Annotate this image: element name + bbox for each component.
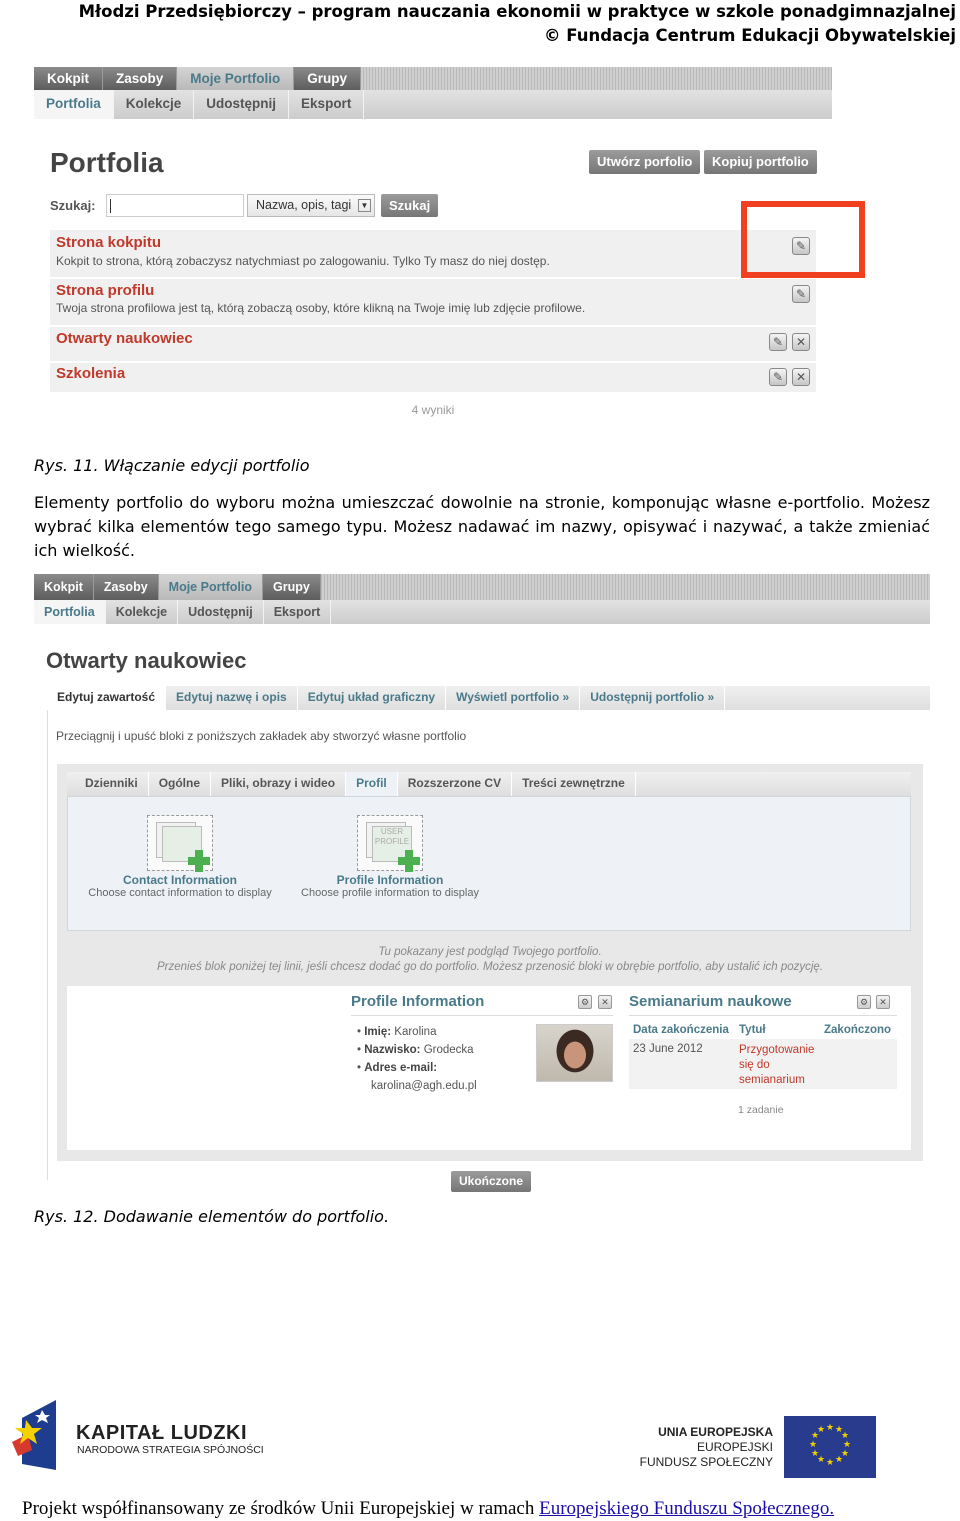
block-title: Contact Information bbox=[123, 873, 237, 887]
avatar bbox=[536, 1024, 613, 1082]
portfolio-preview-canvas bbox=[67, 986, 911, 1150]
col-title: Tytuł bbox=[739, 1024, 766, 1036]
seminar-widget-title: Semianarium naukowe bbox=[629, 993, 792, 1010]
top-nav bbox=[34, 574, 930, 600]
search-scope-select[interactable] bbox=[247, 194, 375, 217]
document-header bbox=[56, 0, 956, 48]
subtab-udostepnij[interactable]: Udostępnij bbox=[178, 600, 264, 624]
row-title-link[interactable]: Przygotowanie się do semianarium bbox=[739, 1044, 815, 1086]
tab-moje-portfolio[interactable]: Moje Portfolio bbox=[159, 574, 263, 600]
eu-flag-icon bbox=[784, 1416, 876, 1478]
tab-grupy[interactable]: Grupy bbox=[263, 574, 321, 600]
body-paragraph: Elementy portfolio do wyboru można umieszczać dowolnie na stronie, komponując własne e-portfolio. Możesz wybrać kilka elementów tego samego typu. Możesz nadawać im nazwy, opisywać i nazywać, a także zmieniać ich wielkość. bbox=[34, 493, 930, 560]
close-icon[interactable]: ✕ bbox=[876, 995, 890, 1009]
top-nav bbox=[34, 67, 832, 90]
profile-widget-title: Profile Information bbox=[351, 993, 485, 1010]
tab-edit-layout[interactable]: Edytuj układ graficzny bbox=[298, 686, 446, 710]
row-date: 23 June 2012 bbox=[633, 1043, 703, 1055]
plus-icon bbox=[398, 850, 420, 872]
tab-dzienniki[interactable]: Dzienniki bbox=[67, 772, 149, 796]
portfolio-row[interactable] bbox=[50, 363, 816, 393]
highlight-box bbox=[741, 201, 865, 278]
tab-grupy[interactable]: Grupy bbox=[294, 67, 361, 90]
text-caret bbox=[110, 199, 111, 213]
edit-icon[interactable]: ✎ bbox=[769, 333, 787, 351]
portfolio-name[interactable]: Strona kokpitu bbox=[56, 234, 162, 251]
efs-link[interactable]: Europejskiego Funduszu Społecznego. bbox=[539, 1498, 835, 1519]
col-done: Zakończono bbox=[824, 1024, 892, 1036]
table-row bbox=[629, 1039, 897, 1089]
editor-tabs bbox=[47, 686, 930, 710]
plus-icon bbox=[188, 850, 210, 872]
portfolio-row[interactable] bbox=[50, 230, 816, 278]
delete-icon[interactable]: ✕ bbox=[792, 368, 810, 386]
chevron-down-icon: ▼ bbox=[358, 199, 371, 212]
svg-text:★: ★ bbox=[840, 1431, 850, 1441]
svg-text:★: ★ bbox=[808, 1440, 818, 1450]
block-category-tabs bbox=[67, 772, 911, 796]
tab-profil[interactable]: Profil bbox=[346, 772, 398, 796]
search-label: Szukaj: bbox=[50, 198, 96, 213]
tab-kokpit[interactable]: Kokpit bbox=[34, 574, 94, 600]
subtab-eksport[interactable]: Eksport bbox=[264, 600, 332, 624]
tab-edit-name[interactable]: Edytuj nazwę i opis bbox=[166, 686, 298, 710]
subtab-portfolia[interactable]: Portfolia bbox=[34, 600, 106, 624]
sub-nav bbox=[34, 90, 832, 119]
svg-text:★: ★ bbox=[810, 1431, 820, 1441]
kapital-ludzki-title: KAPITAŁ LUDZKI bbox=[76, 1422, 248, 1444]
close-icon[interactable]: ✕ bbox=[598, 995, 612, 1009]
tab-rozszerzone-cv[interactable]: Rozszerzone CV bbox=[398, 772, 512, 796]
svg-text:★: ★ bbox=[825, 1458, 835, 1468]
caption-figure-12: Rys. 12. Dodawanie elementów do portfolio. bbox=[34, 1207, 390, 1226]
portfolio-editor-screenshot bbox=[34, 574, 930, 1194]
subtab-kolekcje[interactable]: Kolekcje bbox=[114, 90, 195, 119]
portfolio-row[interactable] bbox=[50, 327, 816, 362]
header-line-1: Młodzi Przedsiębiorczy – program nauczania ekonomii w praktyce w szkole ponadgimnazjalnej bbox=[78, 2, 956, 21]
search-button[interactable]: Szukaj bbox=[381, 194, 438, 217]
svg-text:★: ★ bbox=[816, 1425, 826, 1435]
subtab-kolekcje[interactable]: Kolekcje bbox=[106, 600, 178, 624]
col-date: Data zakończenia bbox=[633, 1024, 729, 1036]
contact-block-thumbnail[interactable] bbox=[147, 815, 213, 871]
svg-text:★: ★ bbox=[834, 1425, 844, 1435]
tab-zasoby[interactable]: Zasoby bbox=[103, 67, 177, 90]
list-item: • Nazwisko: Grodecka bbox=[357, 1044, 474, 1056]
svg-text:★: ★ bbox=[810, 1449, 820, 1459]
caption-figure-11: Rys. 11. Włączanie edycji portfolio bbox=[34, 456, 310, 475]
subtab-udostepnij[interactable]: Udostępnij bbox=[194, 90, 289, 119]
portfolio-list-screenshot bbox=[34, 67, 832, 422]
search-input[interactable] bbox=[106, 194, 244, 217]
list-item: • Adres e-mail: bbox=[357, 1062, 438, 1074]
edit-icon[interactable]: ✎ bbox=[769, 368, 787, 386]
done-button[interactable]: Ukończone bbox=[451, 1171, 531, 1192]
tab-share-portfolio[interactable]: Udostępnij portfolio » bbox=[580, 686, 725, 710]
page-title: Portfolia bbox=[50, 147, 164, 178]
svg-text:★: ★ bbox=[816, 1455, 826, 1465]
settings-icon[interactable]: ⚙ bbox=[857, 995, 871, 1009]
tab-view-portfolio[interactable]: Wyświetl portfolio » bbox=[446, 686, 580, 710]
svg-text:★: ★ bbox=[825, 1423, 835, 1433]
tab-ogolne[interactable]: Ogólne bbox=[149, 772, 211, 796]
portfolio-name[interactable]: Szkolenia bbox=[56, 365, 126, 382]
task-count: 1 zadanie bbox=[738, 1104, 784, 1116]
kapital-ludzki-subtitle: NARODOWA STRATEGIA SPÓJNOŚCI bbox=[77, 1444, 264, 1456]
profile-fields bbox=[357, 1023, 477, 1095]
email-value[interactable]: karolina@agh.edu.pl bbox=[371, 1080, 477, 1092]
block-profile-information[interactable] bbox=[290, 815, 490, 899]
user-profile-thumb-text: USER PROFILE bbox=[372, 826, 412, 862]
profile-block-thumbnail[interactable] bbox=[357, 815, 423, 871]
delete-icon[interactable]: ✕ bbox=[792, 333, 810, 351]
portfolio-desc: Twoja strona profilowa jest tą, którą zobaczą osoby, które klikną na Twoje imię lub zdjęcie profilowe. bbox=[56, 301, 586, 315]
block-desc: Choose contact information to display bbox=[88, 887, 272, 899]
copy-portfolio-button[interactable]: Kopiuj portfolio bbox=[704, 150, 817, 174]
svg-text:★: ★ bbox=[842, 1440, 852, 1450]
kapital-ludzki-logo bbox=[12, 1398, 62, 1474]
sub-nav bbox=[34, 600, 930, 624]
portfolio-name[interactable]: Strona profilu bbox=[56, 282, 155, 299]
preview-instructions: Przenieś blok poniżej tej linii, jeśli chcesz dodać go do portfolio. Możesz przenosić bloki w obrębie portfolio, aby ustalić ich pozycję. bbox=[156, 961, 824, 973]
tab-tresci-zewnetrzne[interactable]: Treści zewnętrzne bbox=[512, 772, 636, 796]
project-funding-note: Projekt współfinansowany ze środków Unii Europejskiej w ramach Europejskiego Funduszu Społecznego. bbox=[22, 1498, 835, 1519]
portfolio-row[interactable] bbox=[50, 279, 816, 326]
page-title: Otwarty naukowiec bbox=[46, 648, 247, 673]
header-line-2: © Fundacja Centrum Edukacji Obywatelskiej bbox=[544, 26, 956, 45]
edit-icon[interactable]: ✎ bbox=[792, 285, 810, 303]
preview-note: Tu pokazany jest podgląd Twojego portfolio. bbox=[378, 946, 602, 958]
result-count: 4 wyniki bbox=[411, 403, 455, 417]
tab-pliki[interactable]: Pliki, obrazy i wideo bbox=[211, 772, 346, 796]
list-item: • Imię: Karolina bbox=[357, 1026, 437, 1038]
block-contact-information[interactable] bbox=[80, 815, 280, 899]
tab-edit-content[interactable]: Edytuj zawartość bbox=[47, 686, 166, 710]
block-title: Profile Information bbox=[336, 873, 444, 887]
search-scope-value: Nazwa, opis, tagi bbox=[256, 198, 352, 212]
block-panel bbox=[57, 764, 923, 1161]
settings-icon[interactable]: ⚙ bbox=[578, 995, 592, 1009]
portfolio-name[interactable]: Otwarty naukowiec bbox=[56, 330, 193, 347]
subtab-eksport[interactable]: Eksport bbox=[289, 90, 364, 119]
tab-kokpit[interactable]: Kokpit bbox=[34, 67, 103, 90]
block-desc: Choose profile information to display bbox=[301, 887, 479, 899]
edit-icon[interactable]: ✎ bbox=[792, 237, 810, 255]
drag-hint: Przeciągnij i upuść bloki z poniższych zakładek aby stworzyć własne portfolio bbox=[56, 729, 467, 743]
block-palette bbox=[67, 796, 911, 931]
subtab-portfolia[interactable]: Portfolia bbox=[34, 90, 114, 119]
svg-text:★: ★ bbox=[834, 1455, 844, 1465]
portfolio-desc: Kokpit to strona, którą zobaczysz natychmiast po zalogowaniu. Tylko Ty masz do niej dostęp. bbox=[56, 254, 550, 268]
tab-zasoby[interactable]: Zasoby bbox=[94, 574, 159, 600]
create-portfolio-button[interactable]: Utwórz porfolio bbox=[589, 150, 700, 174]
svg-text:★: ★ bbox=[840, 1449, 850, 1459]
eu-fund-label: UNIA EUROPEJSKA EUROPEJSKI FUNDUSZ SPOŁECZNY bbox=[639, 1425, 773, 1469]
tab-moje-portfolio[interactable]: Moje Portfolio bbox=[177, 67, 294, 90]
